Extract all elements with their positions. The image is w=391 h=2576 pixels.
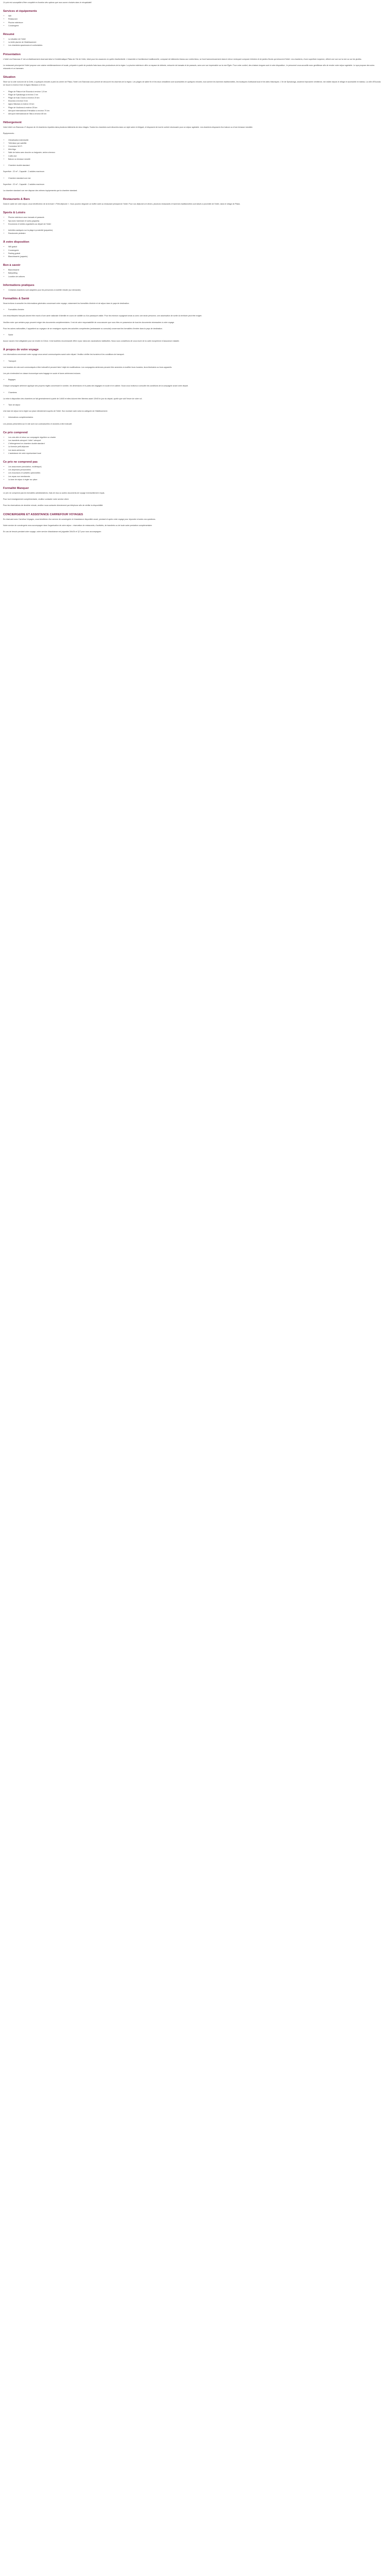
paragraph: Les photos présentées sur le site sont non contractuelles et données à titre indicatif. bbox=[3, 422, 72, 425]
list-item: • Plage de Spinalonga à environ 2 km bbox=[8, 93, 382, 96]
list-item: • Babysitting bbox=[8, 272, 382, 275]
section-title: Formalité Manquer bbox=[3, 487, 29, 490]
list-item: • Restaurant bbox=[8, 18, 382, 21]
paragraph: Veuillez noter que certains pays peuvent exiger des documents complémentaires. Il est de votre responsabilité de vous assurer que vous êtes en possession de tous les documents nécessaires à votre voyage. bbox=[3, 321, 175, 324]
list-item: • Télévision par satellite bbox=[8, 142, 382, 145]
list-item: • Wifi bbox=[8, 14, 382, 18]
list-item: • Piscine extérieure avec transats et parasols bbox=[8, 216, 382, 219]
bullet-list bbox=[3, 289, 382, 292]
section-title: Restaurants & Bars bbox=[3, 198, 30, 201]
paragraph: Les horaires de vols sont communiqués à titre indicatif et peuvent faire l'objet de modifications. Les compagnies aériennes peuvent être amenées à modifier leurs horaires, leurs itinéraires ou leurs appareils. bbox=[3, 366, 172, 368]
list-item: • Aéroport international d'Héraklion à environ 70 km bbox=[8, 109, 382, 112]
paragraph: La chambre standard vue mer dispose des mêmes équipements que la chambre standard. bbox=[3, 189, 78, 192]
section-title: Situation bbox=[3, 76, 15, 79]
bullet-list bbox=[3, 38, 382, 47]
list-item: • La formule petit-déjeuner bbox=[8, 445, 382, 448]
section-title: À propos de votre voyage bbox=[3, 348, 39, 352]
paragraph: Le prix ne comprend pas les formalités administratives, frais de visa ou autres documents de voyage éventuellement requis. bbox=[3, 492, 105, 495]
list-item: • Randonnée pédestre bbox=[8, 232, 382, 235]
paragraph: Chaque compagnie aérienne applique ses propres règles concernant le nombre, les dimensions et le poids des bagages en soute et en cabine. Nous vous invitons à consulter les conditions de la compagnie avant votre départ. bbox=[3, 385, 188, 387]
paragraph: Superficie : 22 m² - Capacité : 2 adultes maximum bbox=[3, 171, 44, 173]
paragraph: Pour les réservations de dernière minute, veuillez nous contacter directement par téléphone afin de vérifier la disponibilité. bbox=[3, 504, 104, 507]
bullet-list bbox=[3, 216, 382, 226]
section-title: À votre disposition bbox=[3, 241, 29, 244]
list-item: • Transport bbox=[8, 360, 382, 363]
page bbox=[0, 0, 385, 541]
list-item: • La situation de l'hôtel bbox=[8, 38, 382, 41]
section-title: Ce prix ne comprend pas bbox=[3, 461, 38, 464]
bullet-list bbox=[3, 139, 382, 161]
paragraph: Nous invitons à consulter les informations générales concernant votre voyage, notamment les formalités d'entrée et de séjour dans le pays de destination. bbox=[3, 302, 129, 304]
paragraph: Équipements : bbox=[3, 132, 15, 135]
bullet-list bbox=[3, 378, 382, 381]
paragraph: Aucun vaccin n'est obligatoire pour se rendre en Grèce. Il est toutefois recommandé d'être à jour dans ses vaccinations habituelles. Nous vous conseillons de vous munir de la carte européenne d'assurance maladie. bbox=[3, 340, 180, 343]
list-item: • Taxe de séjour bbox=[8, 403, 382, 406]
list-item: • La taxe de séjour à régler sur place bbox=[8, 478, 382, 481]
bullet-list bbox=[3, 416, 382, 419]
section bbox=[3, 211, 382, 235]
list-item: • Les assurances (annulation, multirisque) bbox=[8, 465, 382, 468]
section-title: Présentation bbox=[3, 53, 21, 56]
list-item: • Aéroport international de Sitia à environ 85 km bbox=[8, 112, 382, 115]
list-item: • Blanchisserie bbox=[8, 268, 382, 272]
bullet-list bbox=[3, 391, 382, 394]
bullet-list bbox=[3, 177, 382, 180]
bullet-list bbox=[3, 403, 382, 406]
section-title: Informations pratiques bbox=[3, 283, 35, 287]
list-item: • Connexion Wi-Fi bbox=[8, 145, 382, 148]
paragraph: La mise à disposition des chambres se fait généralement à partir de 14h00 et elles doivent être libérées avant 12h00 le jour du départ, quelle que soit l'heure de votre vol. bbox=[3, 397, 142, 400]
paragraph: Superficie : 22 m² - Capacité : 2 adultes maximum bbox=[3, 183, 44, 185]
intro-text: Ce prix est susceptible d'être complété en fonction des options que vous aurez choisies dans le récapitulatif. bbox=[3, 2, 92, 4]
section bbox=[3, 513, 382, 534]
list-item: • Les transferts aéroport / hôtel / aéroport bbox=[8, 439, 382, 442]
section-title: Services et équipements bbox=[3, 10, 37, 13]
list-item: • Elounda à environ 5 km bbox=[8, 99, 382, 103]
section bbox=[3, 197, 382, 206]
paragraph: Les informations concernant votre voyage vous seront communiquées avant votre départ. Veuillez vérifier les horaires et les conditions de transport. bbox=[3, 353, 125, 356]
list-item: • Bagages bbox=[8, 378, 382, 381]
bullet-list bbox=[3, 229, 382, 235]
paragraph: Notre service de conciergerie vous accompagne dans l'organisation de votre séjour : réservation de restaurants, d'activités, de transferts ou de toute autre prestation complémentaire. bbox=[3, 524, 153, 527]
list-item: • Certaines chambres sont adaptées pour les personnes à mobilité réduite (sur demande). bbox=[8, 289, 382, 292]
paragraph: Situé sur la côte nord-est de la Crète, à quelques minutes à pied du centre de Plaka, l'hôtel Les Elaeonas vous permet de découvrir les charmes de la région. Les plages de sable fin et les eaux cristallines sont accessibles en quelques minutes, tout comme les tavernes traditionnelles, les boutiques d'artisanat local et les sites historiques. L'île de Spinalonga, ancienne léproserie vénitienne, est visible depuis le village et accessible en bateau. La ville d'Elounda se trouve à environ 5 km et Agios Nikolaos à 15 km. bbox=[3, 81, 381, 87]
section-title: Résumé bbox=[3, 33, 14, 37]
list-item: • Plage de Kalo Chorio à environ 20 km bbox=[8, 96, 382, 99]
paragraph: Votre hôtel Les Elaeonas 4* dispose de 44 chambres réparties dans plusieurs bâtiments de deux étages. Toutes les chambres sont décorées dans un style sobre et élégant, et disposent de tout le confort nécessaire pour un séjour agréable. Les chambres disposent d'un balcon ou d'une terrasse meublée. bbox=[3, 126, 253, 129]
bullet-list bbox=[3, 164, 382, 167]
list-item: • Santé bbox=[8, 333, 382, 336]
list-item: • Coffre-fort bbox=[8, 155, 382, 158]
paragraph: Les ressortissants français doivent être munis d'une carte nationale d'identité en cours de validité ou d'un passeport valide. Pour les mineurs voyageant seuls ou avec une seule personne, une autorisation de sortie du territoire peut être exigée. bbox=[3, 315, 202, 317]
list-item: • Les dépenses personnelles bbox=[8, 468, 382, 471]
list-item: • Mini-frigo bbox=[8, 148, 382, 151]
list-item: • L'assistance de notre représentant local bbox=[8, 452, 382, 455]
list-item: • Chambre standard vue mer bbox=[8, 177, 382, 180]
section-title: Hébergement bbox=[3, 121, 22, 125]
paragraph: Le restaurant principal de l'hôtel propose une cuisine méditerranéenne et locale, préparée à partir de produits frais issus des producteurs de la région. La piscine extérieure offre un espace de détente, entourée de transats et de parasols, avec une vue imprenable sur la mer Égée. Pour votre confort, des chaises longues sont à votre disposition ; le personnel vous accueille avec gentillesse afin de rendre votre séjour agréable. Le spa propose des soins relaxants et un hammam. bbox=[3, 64, 374, 70]
section bbox=[3, 240, 382, 258]
section bbox=[3, 486, 382, 507]
list-item: • Excursions et visites organisées au départ de l'hôtel bbox=[8, 223, 382, 226]
paragraph: Une taxe de séjour est à régler sur place directement auprès de l'hôtel. Son montant varie selon la catégorie de l'établissement. bbox=[3, 410, 108, 413]
section-title: Ce prix comprend bbox=[3, 431, 28, 434]
list-item: • Les vols aller et retour sur compagnie régulière ou charter bbox=[8, 436, 382, 439]
bullet-list bbox=[3, 268, 382, 278]
list-item: • Blanchisserie (payante) bbox=[8, 255, 382, 258]
section bbox=[3, 297, 382, 343]
section bbox=[3, 75, 382, 115]
section bbox=[3, 348, 382, 425]
list-item: • Location de voitures bbox=[8, 275, 382, 278]
list-item: • Les excursions et activités optionnelles bbox=[8, 471, 382, 474]
content-sections bbox=[3, 9, 382, 533]
section bbox=[3, 32, 382, 47]
list-item: • Chambre double standard bbox=[8, 164, 382, 167]
list-item: • L'hébergement en chambre double standard bbox=[8, 442, 382, 445]
bullet-list bbox=[3, 333, 382, 336]
list-item: • Chambres bbox=[8, 391, 382, 394]
list-item: • Formalités d'entrée bbox=[8, 308, 382, 311]
paragraph: En réservant avec Carrefour Voyages, vous bénéficiez d'un service de conciergerie et d'assistance disponible avant, pendant et après votre voyage pour répondre à toutes vos questions. bbox=[3, 518, 156, 520]
bullet-list bbox=[3, 465, 382, 481]
section bbox=[3, 431, 382, 455]
section bbox=[3, 9, 382, 27]
list-item: • Wifi gratuit bbox=[8, 245, 382, 248]
section bbox=[3, 121, 382, 192]
section-title: CONCIERGERIE ET ASSISTANCE CARREFOUR VOYAGES bbox=[3, 513, 83, 516]
paragraph: L'hôtel Les Elaeonas 4* est un établissement charmant situé à l'emblématique Plaka de l'île de Crète, idéal pour les vacances en quête d'authenticité. L'ensemble à l'architecture traditionnelle, composé de bâtiments blancs aux volets bleus, se fond harmonieusement dans le décor verdoyant composé d'oliviers et de jardins fleuris qui entourent l'hôtel. Les chambres, d'une superficie moyenne, offrent une vue sur la mer ou sur les jardins. bbox=[3, 58, 362, 60]
bullet-list bbox=[3, 360, 382, 363]
list-item: • Plage de Plaka et de Elounda à environ 1,5 km bbox=[8, 90, 382, 93]
list-item: • Climatisation individuelle bbox=[8, 139, 382, 142]
paragraph: Dans le cadre de votre séjour, vous bénéficierez de la formule « Petit-déjeuner ». Vous pourrez déguster un buffet varié au restaurant principal de l'hôtel. Pour vos déjeuners et dîners, plusieurs restaurants et tavernes traditionnelles sont situés à proximité de l'hôtel, dans le village de Plaka. bbox=[3, 203, 240, 206]
bullet-list bbox=[3, 245, 382, 258]
paragraph: Pour tout renseignement complémentaire, veuillez contacter notre service client. bbox=[3, 498, 69, 501]
list-item: • La belle piscine de l'établissement bbox=[8, 41, 382, 44]
list-item: • Piscine extérieure bbox=[8, 21, 382, 24]
list-item: • Les repas non mentionnés bbox=[8, 475, 382, 478]
section-title: Sports & Loisirs bbox=[3, 211, 26, 215]
list-item: • Agios Nikolaos à environ 15 km bbox=[8, 103, 382, 106]
list-item: • Spa avec hammam et soins (payants) bbox=[8, 219, 382, 223]
section-title: Bon à savoir bbox=[3, 264, 21, 267]
bullet-list bbox=[3, 308, 382, 311]
list-item: • Informations complémentaires bbox=[8, 416, 382, 419]
paragraph: En cas de besoin pendant votre voyage, notre service d'assistance est joignable 24h/24 et 7j/7 pour vous accompagner. bbox=[3, 531, 102, 533]
list-item: • Plage de Voulisma à environ 25 km bbox=[8, 106, 382, 109]
list-item: • Balcon ou terrasse meublé bbox=[8, 158, 382, 161]
list-item: • Conciergerie bbox=[8, 249, 382, 252]
section-title: Formalités & Santé bbox=[3, 297, 29, 300]
list-item: • Parking gratuit bbox=[8, 252, 382, 255]
bullet-list bbox=[3, 436, 382, 455]
section bbox=[3, 283, 382, 292]
list-item: • Conciergerie bbox=[8, 24, 382, 27]
bullet-list bbox=[3, 14, 382, 27]
section bbox=[3, 460, 382, 481]
list-item: • Les taxes aériennes bbox=[8, 449, 382, 452]
paragraph: Les prix s'entendent en classe économique avec bagage en soute et taxes aériennes incluses. bbox=[3, 372, 81, 375]
list-item: • Salle de bains avec douche ou baignoire, sèche-cheveux bbox=[8, 151, 382, 154]
paragraph: Pour les autres nationalités, il appartient au voyageur de se renseigner auprès des autorités compétentes (ambassade ou consulat) concernant les formalités d'entrée dans le pays de destination. bbox=[3, 327, 163, 330]
list-item: • Les chambres spacieuses et confortables bbox=[8, 44, 382, 47]
list-item: • Activités nautiques sur la plage à proximité (payantes) bbox=[8, 229, 382, 232]
section bbox=[3, 53, 382, 71]
section bbox=[3, 263, 382, 278]
bullet-list bbox=[3, 90, 382, 116]
